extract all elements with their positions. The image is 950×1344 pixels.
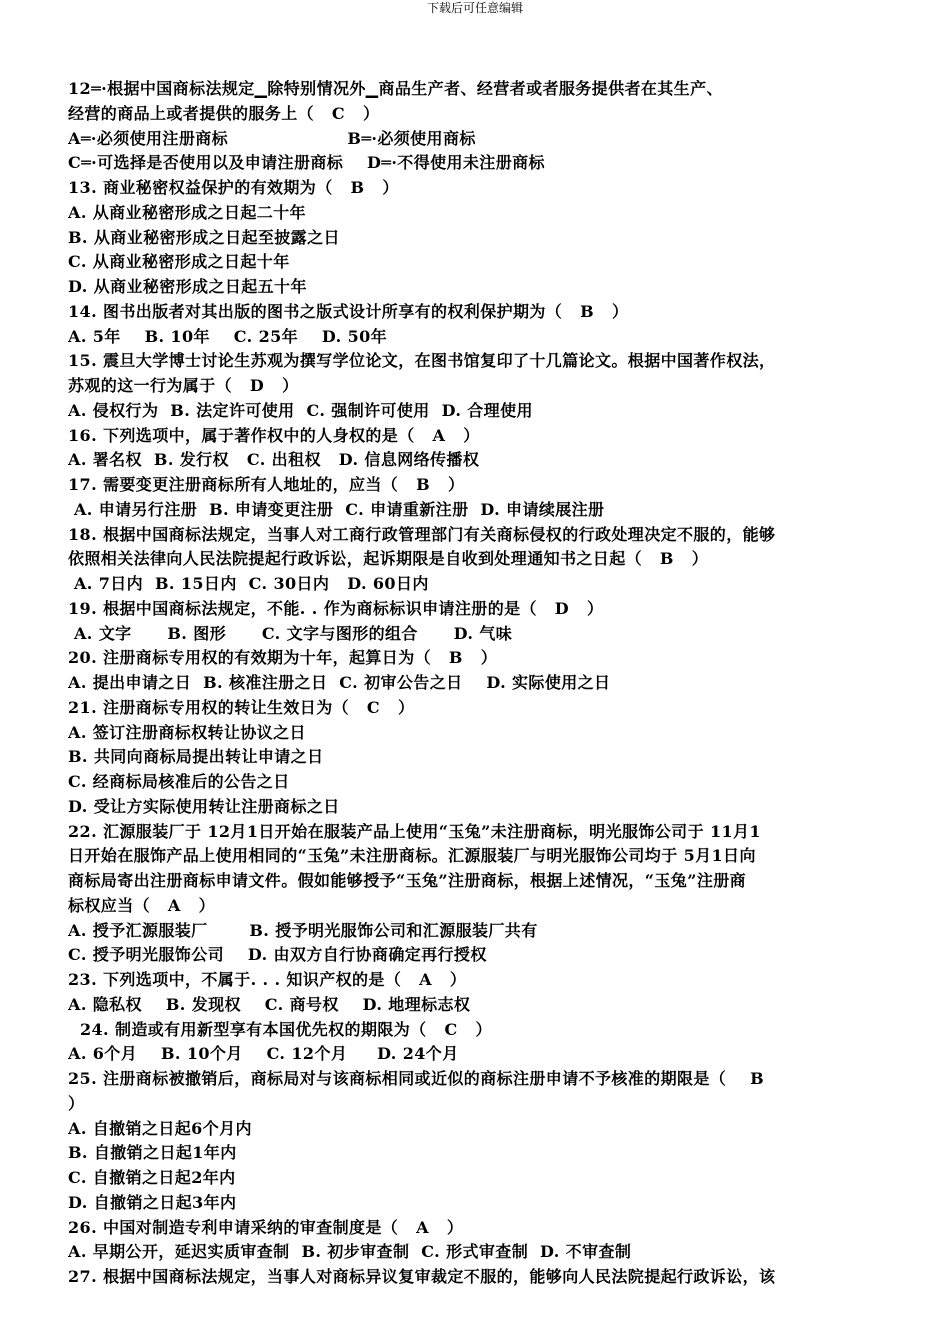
text-line: 16. 下列选项中，属于著作权中的人身权的是（ A ） [68,425,480,445]
text-line: 20. 注册商标专用权的有效期为十年，起算日为（ B ） [68,648,498,668]
text-line: A. 提出申请之日 B. 核准注册之日 C. 初审公告之日 D. 实际使用之日 [68,673,611,692]
text-line: D. 受让方实际使用转让注册商标之日 [68,796,340,816]
text-line: D. 自撤销之日起3年内 [68,1192,237,1212]
document-body [68,77,904,1290]
text-line: 日开始在服饰产品上使用相同的“玉兔”未注册商标。汇源服装厂与明光服饰公司均于 5月1日向 [68,846,756,866]
text-line: 17. 需要变更注册商标所有人地址的，应当（ B ） [68,475,465,494]
text-line: A. 授予汇源服装厂 B. 授予明光服饰公司和汇源服装厂共有 [68,920,538,940]
text-line: B. 自撤销之日起1年内 [68,1143,237,1163]
text-line: 15. 震旦大学博士讨论生苏观为撰写学位论文，在图书馆复印了十几篇论文。根据中国著作权法， [68,351,776,371]
page-header: 下载后可任意编辑 [426,1,523,15]
text-line: A. 从商业秘密形成之日起二十年 [68,202,306,222]
text-line: 26. 中国对制造专利申请采纳的审查制度是（ A ） [68,1217,464,1237]
text-line: 依照相关法律向人民法院提起行政诉讼，起诉期限是自收到处理通知书之日起（ B ） [68,549,709,569]
text-line: 标权应当（ A ） [68,895,216,915]
text-line: A. 自撤销之日起6个月内 [68,1118,252,1138]
text-line: B. 共同向商标局提出转让申请之日 [68,747,324,767]
text-line: 18. 根据中国商标法规定，当事人对工商行政管理部门有关商标侵权的行政处理决定不服的，能够 [68,524,776,544]
text-line: ） [68,1093,85,1113]
text-line: A. 早期公开，延迟实质审查制 B. 初步审查制 C. 形式审查制 D. 不审查制 [68,1242,632,1262]
text-line: 27. 根据中国商标法规定，当事人对商标异议复审裁定不服的，能够向人民法院提起行政诉讼，该 [68,1267,776,1286]
text-line: 25. 注册商标被撤销后，商标局对与该商标相同或近似的商标注册申请不予核准的期限是（ B [68,1069,765,1088]
text-line: C═·可选择是否使用以及申请注册商标 D═·不得使用未注册商标 [68,153,545,173]
text-line: C. 自撤销之日起2年内 [68,1168,236,1187]
text-line: B. 从商业秘密形成之日起至披露之日 [68,227,340,247]
text-line: 商标局寄出注册商标申请文件。假如能够授予“玉兔”注册商标，根据上述情况，“玉兔”注册商 [68,871,747,890]
text-line: 19. 根据中国商标法规定，不能. . 作为商标标识申请注册的是（ D ） [68,598,604,618]
text-line: 苏观的这一行为属于（ D ） [68,376,299,395]
text-line: 24. 制造或有用新型享有本国优先权的期限为（ C ） [68,1019,492,1039]
text-line: D. 从商业秘密形成之日起五十年 [68,277,307,296]
text-line: A. 隐私权 B. 发现权 C. 商号权 D. 地理标志权 [68,994,471,1014]
text-line: A. 5年 B. 10年 C. 25年 D. 50年 [68,326,388,346]
text-line: A. 侵权行为 B. 法定许可使用 C. 强制许可使用 D. 合理使用 [68,400,533,420]
text-line: A. 署名权 B. 发行权 C. 出租权 D. 信息网络传播权 [68,450,480,470]
text-line: 13. 商业秘密权益保护的有效期为（ B ） [68,178,399,197]
text-line: C. 经商标局核准后的公告之日 [68,772,290,791]
text-line: 22. 汇源服装厂于 12月1日开始在服装产品上使用“玉兔”未注册商标，明光服饰公司于 11月1 [68,821,761,841]
text-line: 21. 注册商标专用权的转让生效日为（ C ） [68,697,415,717]
text-line: A. 签订注册商标权转让协议之日 [68,722,306,742]
text-line: C. 授予明光服饰公司 D. 由双方自行协商确定再行授权 [68,945,487,965]
text-line: 14. 图书出版者对其出版的图书之版式设计所享有的权利保护期为（ B ） [68,301,629,321]
text-line: A. 6个月 B. 10个月 C. 12个月 D. 24个月 [68,1044,459,1064]
text-line: A. 文字 B. 图形 C. 文字与图形的组合 D. 气味 [68,623,513,643]
text-line: A═·必须使用注册商标 B═·必须使用商标 [68,128,476,148]
text-line: 12═·根据中国商标法规定▁除特别情况外▁商品生产者、经营者或者服务提供者在其生产、 [68,79,723,98]
text-line: A. 申请另行注册 B. 申请变更注册 C. 申请重新注册 D. 申请续展注册 [68,499,605,519]
text-line: C. 从商业秘密形成之日起十年 [68,252,290,272]
text-line: A. 7日内 B. 15日内 C. 30日内 D. 60日内 [68,574,429,593]
text-line: 经营的商品上或者提供的服务上（ C ） [68,103,380,123]
text-line: 23. 下列选项中，不属于. . . 知识产权的是（ A ） [68,970,467,989]
